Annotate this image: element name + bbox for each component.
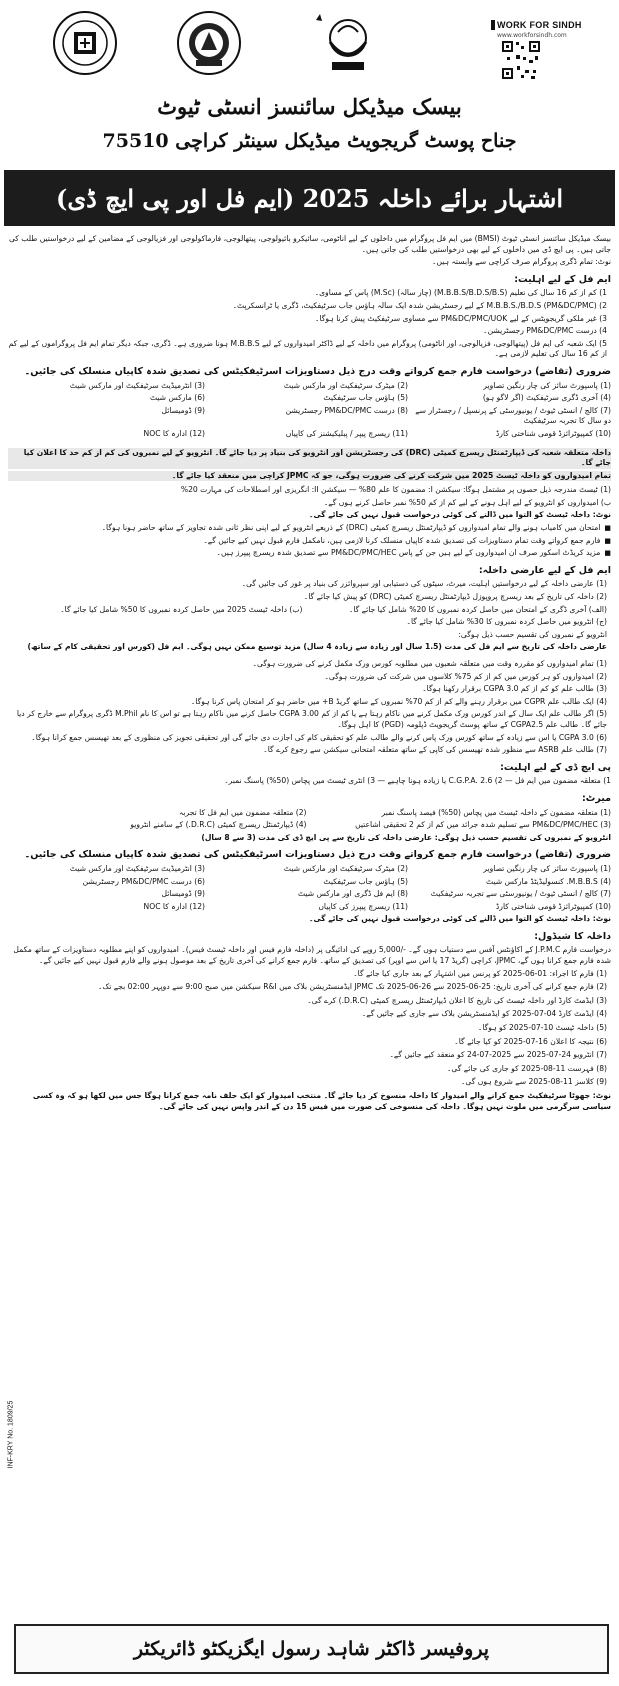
list-item: (5) ہاؤس جاب سرٹیفکیٹ [323, 393, 408, 403]
list-item: (3) انٹرمیڈیٹ سرٹیفکیٹ اور مارکس شیٹ [69, 380, 205, 390]
merit-list [8, 808, 611, 833]
sindh-govt-logo [308, 10, 388, 76]
list-item: (9) کلاسز 11-08-2025 سے شروع ہوں گی۔ [460, 1077, 607, 1087]
institute-title: بیسک میڈیکل سائنسز انسٹی ٹیوٹ [157, 94, 462, 119]
list-item: (9) ڈومیسائل [161, 889, 205, 899]
list-item: (ج) انٹرویو میں حاصل کردہ نمبروں کا 30% شامل کیا جائے گا۔ [406, 617, 607, 627]
list-item: 3) غیر ملکی گریجویٹس کے لیے PM&DC/PMC/UOK سے مساوی سرٹیفکیٹ پیش کرنا ہوگا۔ [315, 313, 607, 323]
center-title: جناح پوسٹ گریجویٹ میڈیکل سینٹر کراچی 75510 [102, 130, 517, 152]
list-item: (10) کمپیوٹرائزڈ قومی شناختی کارڈ [495, 901, 611, 911]
list-item: (1) پاسپورٹ سائز کی چار رنگین تصاویر [483, 380, 611, 390]
mphil-admission-list [8, 579, 611, 653]
list-item: (2) فارم جمع کرانے کی آخری تاریخ: 25-06-2025 سے 26-06-2025 تک JPMC ایڈمنسٹریشن بلاک میں R&I سیکشن میں صبح 9:00 سے دوپہر 02:00 بجے تک۔ [97, 982, 607, 992]
entry-test-passing: ب) امیدواروں کو انٹرویو کے لیے اہل ہونے کے لیے کم از کم 50% نمبر حاصل کرنے ہوں گے۔ [323, 497, 611, 507]
work-for-sindh-icon [491, 20, 495, 30]
work-for-sindh-title: WORK FOR SINDH [497, 20, 582, 30]
list-item: (6) CGPA 3.0 یا اس سے زیادہ کے ساتھ کورس ورک پاس کرنے والے طالب علم کو تحقیقی کام کی اجازت دی جائے گی اور تحقیقی تجویز کی منظوری کے بعد تھیسس جمع کرانا ہوگا۔ [31, 732, 607, 742]
signature-footer: پروفیسر ڈاکٹر شاہد رسول ایگزیکٹو ڈائریکٹر [14, 1624, 609, 1674]
phd-documents-note: نوٹ: داخلہ ٹیسٹ کو التوا میں ڈالنے کی کوئی درخواست قبول نہیں کی جائے گی۔ [309, 914, 611, 924]
list-item: (2) میٹرک سرٹیفکیٹ اور مارکس شیٹ [283, 380, 408, 390]
entry-test-notice: تمام امیدواروں کو داخلہ ٹیسٹ 2025 میں شرکت کرنے کی ضرورت ہوگی، جو کہ JPMC کراچی میں منعقد کیا جائے گا۔ [8, 471, 611, 482]
phd-eligibility-text: 1) متعلقہ مضمون میں ایم فل — 2) C.G.P.A. 2.6 یا زیادہ ہونا چاہیے — 3) انٹری ٹیسٹ میں پچاس (50%) پاسنگ نمبر۔ [224, 776, 611, 786]
list-item: (2) امیدواروں کو ہر کورس میں کم از کم 75% کلاسوں میں شرکت کی ضرورت ہوگی۔ [324, 671, 607, 681]
inf-number [2, 1360, 14, 1470]
list-item: (1) تمام امیدواروں کو مقررہ وقت میں متعلقہ شعبوں میں مطلوبہ کورس ورک مکمل کرنے کی ضرورت ہوگی۔ [252, 659, 607, 668]
list-item: (2) داخلہ کی تاریخ کے بعد ریسرچ پروپوزل ڈیپارٹمنٹل ریسرچ کمیٹی (DRC) کو پیش کیا جائے گا۔ [303, 592, 607, 602]
qr-code-icon [501, 40, 541, 80]
jpmc-logo [52, 10, 118, 76]
list-item: (1) فارم کا اجراء: 01-06-2025 کو پرنس میں اشتہار کے بعد جاری کیا جائے گا۔ [353, 968, 607, 978]
mphil-eligibility-heading: ایم فل کے لیے اہلیت: [514, 273, 611, 285]
list-item: 1) کم از کم 16 سال کی تعلیم (M.B.B.S/B.D.S/B.S) (چار سالہ) (M.Sc) پاس کے مساوی۔ [314, 288, 607, 298]
list-item: (4) ایڈمٹ کارڈ 04-07-2025 کو ایڈمنسٹریشن بلاک سے جاری کیے جائیں گے۔ [361, 1009, 607, 1019]
list-item: (12) ادارہ کا NOC [143, 428, 205, 438]
list-item: (7) کالج / انسٹی ٹیوٹ / یونیورسٹی کے پرنسپل / رجسٹرار سے دو سال کا تجربہ سرٹیفکیٹ [415, 405, 611, 426]
list-item: (3) ایڈمٹ کارڈ اور داخلہ ٹیسٹ کی تاریخ کا اعلان ڈیپارٹمنٹل ریسرچ کمیٹی (D.R.C.) کرے گی۔ [307, 995, 607, 1005]
list-item: (6) نتیجہ کا اعلان 16-07-2025 کو کیا جائے گا۔ [454, 1036, 607, 1046]
list-item: (7) طالب علم ASRB سے منظور شدہ تھیسس کی کاپی کے ساتھ متعلقہ امتحانی سیکشن سے رجوع کرے گا۔ [263, 745, 607, 755]
entry-test-note: نوٹ: داخلہ ٹیسٹ کو التوا میں ڈالنے کی کوئی درخواست قبول نہیں کی جائے گی۔ [309, 510, 611, 520]
list-item: (6) مارکس شیٹ [149, 393, 205, 403]
list-item: 2) M.B.B.S./B.D.S (PM&DC/PMC) کے لیے رجسٹریشن شدہ ایک سالہ ہاؤس جاب سرٹیفکیٹ، ڈگری یا ٹرانسکرپٹ۔ [232, 300, 607, 310]
list-item: (ب) داخلہ ٹیسٹ 2025 میں حاصل کردہ نمبروں کا 50% شامل کیا جائے گا۔ [60, 604, 303, 614]
list-item: (1) متعلقہ مضمون کے داخلہ ٹیسٹ میں پچاس (50%) فیصد پاسنگ نمبر [381, 807, 611, 817]
schedule-list [8, 969, 611, 1088]
admission-banner: اشتہار برائے داخلہ 2025 (ایم فل اور پی ایچ ڈی) [4, 170, 615, 226]
list-item: (8) درست PM&DC/PMC رجسٹریشن [285, 405, 408, 415]
mphil-documents-heading: ضروری (تقاضے) درخواست فارم جمع کرواتے وقت درج ذیل دستاویزات اسرٹیفکیٹس کی تصدیق شدہ کاپیاں منسلک کی جائیں۔ [24, 365, 611, 377]
list-item: (3) انٹرمیڈیٹ سرٹیفکیٹ اور مارکس شیٹ [69, 863, 205, 873]
phd-documents-list [8, 864, 611, 914]
list-item: (1) پاسپورٹ سائز کی چار رنگین تصاویر [483, 863, 611, 873]
list-item: (5) ہاؤس جاب سرٹیفکیٹ [323, 876, 408, 886]
list-item: (4) آخری ڈگری سرٹیفکیٹ (اگر لاگو ہو) [482, 393, 611, 403]
bmsi-logo [176, 10, 242, 76]
list-item: (5) اگر طالب علم ایک سال کے اندر کورس ورک مکمل کرنے میں ناکام رہتا ہے یا کم از کم 3.00 CGPA حاصل کرنے میں ناکام رہتا ہے تو اس کا نام M.Phil ڈگری پروگرام سے خارج کر دیا جائے گا۔ طالب علم CGPA2.5 کے ساتھ پوسٹ گریجویٹ ڈپلومہ (PGD) کا اہل ہوگا۔ [16, 709, 607, 729]
list-item: (4) ڈیپارٹمنٹل ریسرچ کمیٹی (D.R.C.) کے سامنے انٹرویو [130, 820, 307, 830]
work-for-sindh-badge [461, 14, 611, 86]
entry-test-sections: (1) ٹیسٹ مندرجہ ذیل حصوں پر مشتمل ہوگا: سیکشن I: مضمون کا علم 80% — سیکشن II: انگریزی اور اصطلاحات کی مہارت 20% [180, 485, 611, 495]
list-item: 5) ایک شعبہ کی ایم فل (پیتھالوجی، فزیالوجی، اور اناٹومی) پروگرام میں داخلہ کے لیے ڈاکٹر امیدواروں کے لیے M.B.B.S ہونا ضروری ہے۔ ڈگری، جبکہ دیگر تمام ایم فل پروگراموں کے لیے کم از کم 16 سال کی تعلیم لازمی ہے۔ [8, 338, 607, 359]
mphil-eligibility-list [8, 288, 611, 360]
list-item: (8) ایم فل ڈگری اور مارکس شیٹ [298, 889, 408, 899]
list-item: (2) متعلقہ مضمون میں ایم فل کا تجربہ [178, 807, 307, 817]
list-item: (الف) آخری ڈگری کے امتحان میں حاصل کردہ نمبروں کا 20% شامل کیا جائے گا۔ [348, 604, 607, 614]
note-bullet: ■ مزید کریڈٹ اسکور صرف ان امیدواروں کے لیے ہیں جن کے پاس PM&DC/PMC/HEC سے تصدیق شدہ ریسرچ پیپرز ہیں۔ [8, 548, 611, 559]
list-item: (7) کالج / انسٹی ٹیوٹ / یونیورسٹی سے تجربہ سرٹیفکیٹ [430, 889, 611, 899]
note-bullet: ■ امتحان میں کامیاب ہونے والے تمام امیدواروں کو ڈیپارٹمنٹل ریسرچ کمیٹی (DRC) کے ذریعے انٹرویو کے لیے اپنی نظر ثانی شدہ تجاویز کے ساتھ حاضر ہونا ہوگا۔ [8, 523, 611, 534]
list-item: (7) انٹرویو 24-07-2025 سے 2025-07-24 کو منعقد کیے جائیں گے۔ [389, 1050, 607, 1060]
list-item: (4) M.B.B.S. کنسولیڈیٹڈ مارکس شیٹ [486, 876, 611, 886]
merit-heading: میرٹ: [581, 792, 611, 804]
list-item: (12) ادارہ کا NOC [143, 901, 205, 911]
closing-note: نوٹ: جھوٹا سرٹیفکیٹ جمع کرانے والے امیدوار کا داخلہ منسوخ کر دیا جائے گا۔ منتخب امیدوار کو ایک حلف نامہ جمع کرانا ہوگا جس میں لکھا ہو کہ وہ کسی سیاسی سرگرمی میں ملوث نہیں ہوگا۔ داخلہ کی منسوخی کی صورت میں فیس 15 دن کے اندر واپس نہیں کی جائے گی۔ [32, 1091, 611, 1111]
list-item: (2) میٹرک سرٹیفکیٹ اور مارکس شیٹ [283, 863, 408, 873]
schedule-intro: درخواست فارم J.P.M.C کے اکاؤنٹس آفس سے دستیاب ہوں گے۔ -/5,000 روپے کی ادائیگی پر (داخلہ فارم فیس اور داخلہ ٹیسٹ فیس)۔ امیدواروں کو اپنے مطلوبہ دستاویزات کے ساتھ مکمل شدہ فارم جمع کرانا ہوں گے، JPMC، کراچی (گریڈ 17 یا اس سے اوپر) کی تصدیق کے ساتھ۔ فارم جمع کرانے کی آخری تاریخ کے بعد موصول ہونے والے فارم قبول نہیں کیے جائیں گے۔ [13, 945, 611, 966]
list-item: (5) داخلہ ٹیسٹ 10-07-2025 کو ہوگا۔ [477, 1023, 607, 1033]
intro-paragraph: بیسک میڈیکل سائنسز انسٹی ٹیوٹ (BMSI) میں ایم فل پروگرام میں داخلوں کے لیے اناٹومی، سائیکرو بائیولوجی، پیتھالوجی، فارماکولوجی اور فزیالوجی کے مضامین کے لیے درخواستیں طلب کی جاتی ہیں۔ پی ایچ ڈی میں داخلوں کے لیے بھی درخواستیں طلب کی جاتی ہیں۔ [8, 234, 611, 254]
list-item: 4) درست PM&DC/PMC رجسٹریشن۔ [483, 326, 607, 336]
interview-note: انٹرویو کے نمبروں کی تقسیم حسب ذیل ہوگی: [458, 629, 607, 639]
phd-documents-heading: ضروری (تقاضے) درخواست فارم جمع کرواتے وقت درج ذیل دستاویزات اسرٹیفکیٹس کی تصدیق شدہ کاپیاں منسلک کی جائیں۔ [24, 849, 611, 861]
mphil-duration: عارضی داخلہ کی تاریخ سے ایم فل کی مدت (1.5 سال اور زیادہ سے زیادہ 4 سال) مزید توسیع ممکن نہیں ہوگی۔ ایم فل (کورس اور تحقیقی کام کے ساتھ) [27, 642, 607, 652]
intro-note: نوٹ: تمام ڈگری پروگرام صرف کراچی سے وابستہ ہیں۔ [432, 257, 611, 267]
schedule-heading: داخلہ کا شیڈول: [534, 930, 611, 942]
list-item: (11) ریسرچ پیپر / پبلیکیشنز کی کاپیاں [285, 428, 408, 438]
list-item: (3) PM&DC/PMC/HEC سے تسلیم شدہ جرائد میں کم از کم 2 تحقیقی اشاعتیں [355, 820, 611, 830]
drc-notice: داخلہ متعلقہ شعبہ کی ڈیپارٹمنٹل ریسرچ کمیٹی (DRC) کی رجسٹریشن اور انٹرویو کی بنیاد پر دیا جائے گا۔ انٹرویو کے لیے نمبروں کی کم از کم حد کا اعلان کیا جائے گا۔ [8, 448, 611, 469]
phd-eligibility-heading: پی ایچ ڈی کے لیے اہلیت: [500, 761, 611, 773]
mphil-admission-heading: ایم فل کے لیے عارضی داخلہ: [478, 564, 611, 576]
list-item: (9) ڈومیسائل [161, 405, 205, 415]
mphil-documents-list [8, 381, 611, 442]
list-item: (11) ریسرچ پیپرز کی کاپیاں [318, 901, 408, 911]
note-bullet: ■ فارم جمع کرواتے وقت تمام دستاویزات کی تصدیق شدہ کاپیاں منسلک کرنا لازمی ہیں، نامکمل فارم قبول نہیں کیے جائیں گے۔ [8, 536, 611, 547]
work-for-sindh-url: www.workforsindh.com [497, 32, 567, 39]
merit-note: انٹرویو کے نمبروں کی تقسیم حسب ذیل ہوگی: عارضی داخلہ کی تاریخ سے پی ایچ ڈی کی مدت (3 سے 8 سال) [201, 832, 611, 842]
list-item: (6) درست PM&DC/PMC رجسٹریشن [82, 876, 205, 886]
header-logos [0, 4, 619, 90]
list-item: (8) فہرست 11-08-2025 کو جاری کی جائے گی۔ [446, 1063, 607, 1073]
list-item: (4) ایک طالب علم CGPR میں برقرار رہنے والے کم از کم 70% نمبروں کے ساتھ گریڈ B+ میں حاضر ہو کر امتحان پاس کرنا ہوگا۔ [190, 696, 607, 706]
inf-number-text: INF-KRY No. 1809/25 [7, 1400, 15, 1469]
list-item: (3) طالب علم کو کم از کم CGPA 3.0 برقرار رکھنا ہوگا۔ [422, 684, 607, 694]
mphil-rules-list [8, 659, 611, 756]
list-item: (10) کمپیوٹرائزڈ قومی شناختی کارڈ [495, 428, 611, 438]
advertisement-body [8, 234, 611, 1114]
list-item: (1) عارضی داخلہ کے لیے درخواستیں اہلیت، میرٹ، سیٹوں کی دستیابی اور سپروائزر کی بنیاد پر غور کی جائیں گی۔ [241, 579, 607, 589]
